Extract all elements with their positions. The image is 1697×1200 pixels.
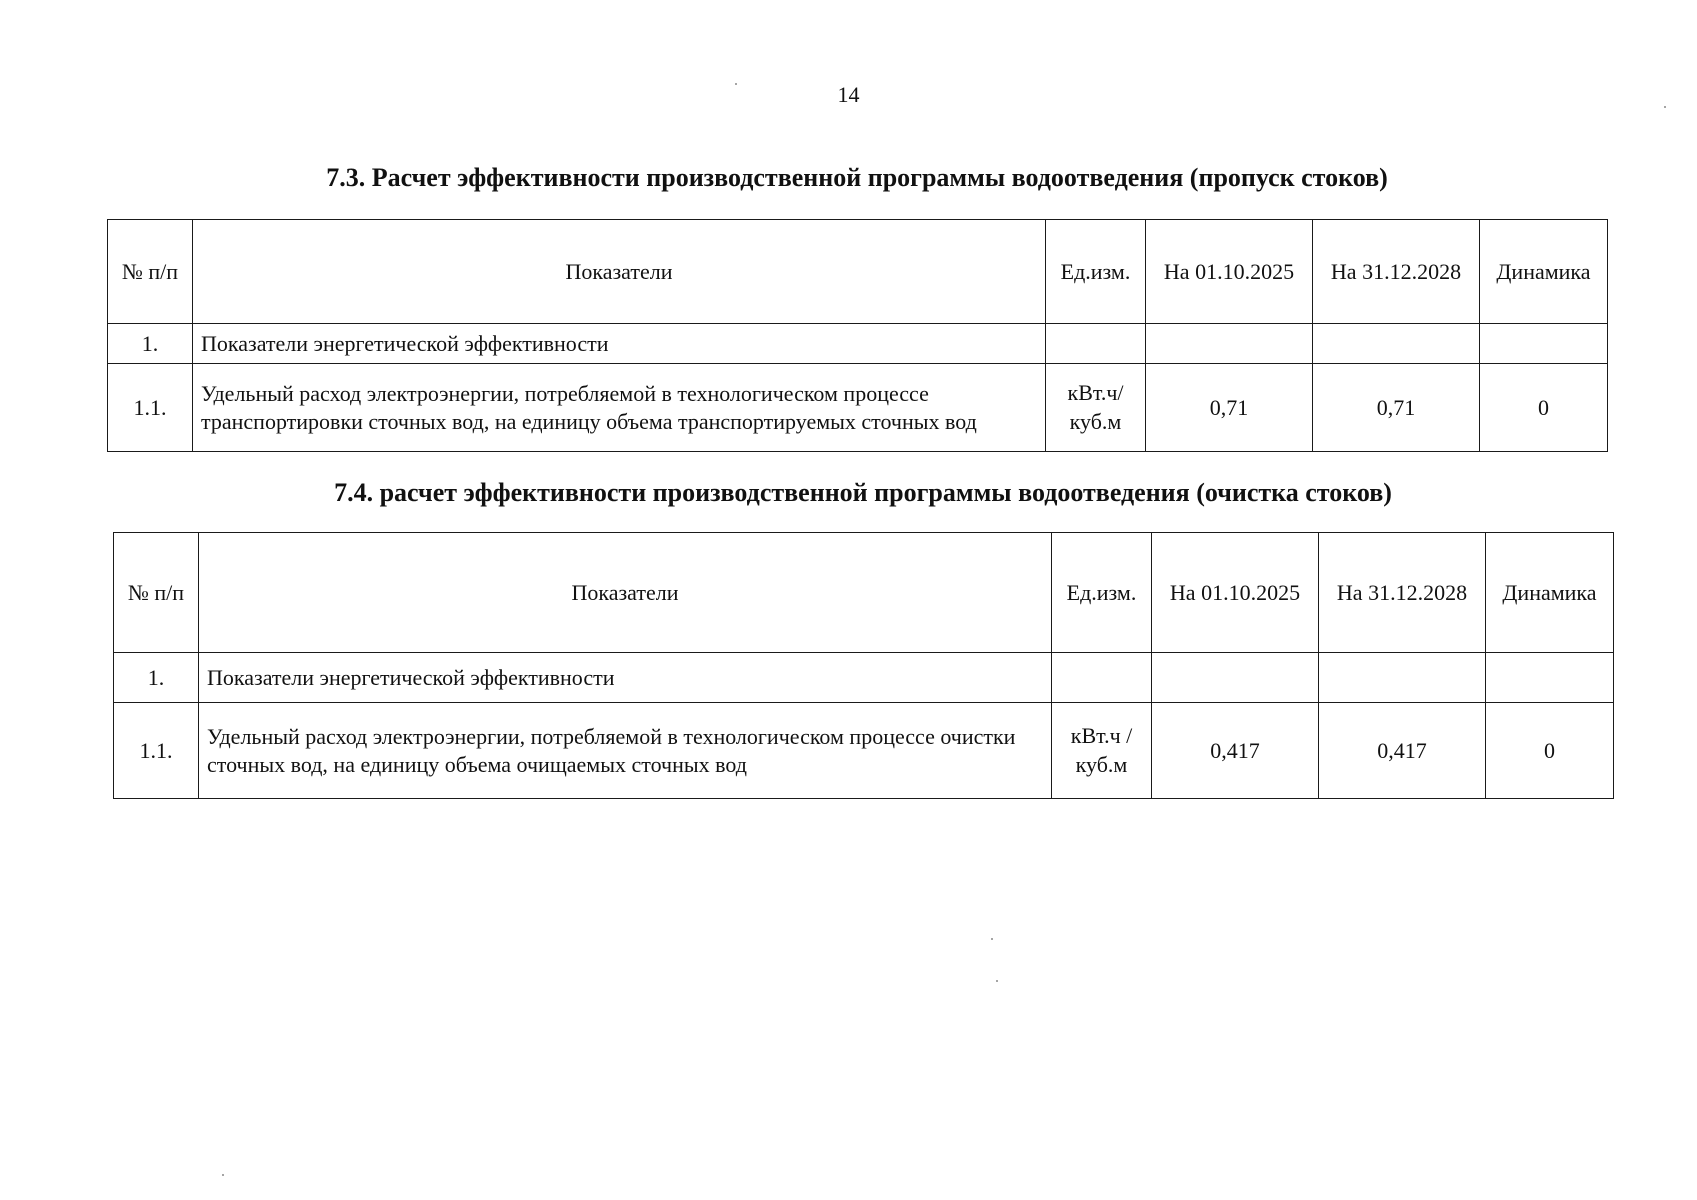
table-row bbox=[114, 703, 1614, 799]
row-value-end: 0,417 bbox=[1319, 703, 1486, 799]
table-group-row bbox=[114, 653, 1614, 703]
group-number: 1. bbox=[114, 653, 199, 703]
group-val1-cell bbox=[1146, 324, 1313, 364]
scan-speck bbox=[991, 938, 993, 940]
row-number: 1.1. bbox=[114, 703, 199, 799]
table-header-row bbox=[108, 220, 1608, 324]
table-group-row bbox=[108, 324, 1608, 364]
row-name: Удельный расход электроэнергии, потребляемой в технологическом процессе транспортировки сточных вод, на единицу объема транспортируемых сточных вод bbox=[193, 364, 1046, 452]
group-unit-cell bbox=[1046, 324, 1146, 364]
row-value-start: 0,71 bbox=[1146, 364, 1313, 452]
header-date-end: На 31.12.2028 bbox=[1313, 220, 1480, 324]
row-value-start: 0,417 bbox=[1152, 703, 1319, 799]
group-unit-cell bbox=[1052, 653, 1152, 703]
header-unit: Ед.изм. bbox=[1052, 533, 1152, 653]
scan-speck bbox=[1664, 106, 1666, 108]
indicators-table bbox=[107, 219, 1608, 452]
header-indicators: Показатели bbox=[193, 220, 1046, 324]
table-row bbox=[108, 364, 1608, 452]
row-number: 1.1. bbox=[108, 364, 193, 452]
scan-speck bbox=[222, 1174, 224, 1176]
row-value-end: 0,71 bbox=[1313, 364, 1480, 452]
group-number: 1. bbox=[108, 324, 193, 364]
row-unit: кВт.ч/ куб.м bbox=[1046, 364, 1146, 452]
group-dyn-cell bbox=[1486, 653, 1614, 703]
header-date-end: На 31.12.2028 bbox=[1319, 533, 1486, 653]
section-7-4 bbox=[113, 478, 1613, 799]
table-header-row bbox=[114, 533, 1614, 653]
header-unit: Ед.изм. bbox=[1046, 220, 1146, 324]
group-val2-cell bbox=[1319, 653, 1486, 703]
section-7-3 bbox=[107, 163, 1607, 452]
header-indicators: Показатели bbox=[199, 533, 1052, 653]
row-dynamics: 0 bbox=[1486, 703, 1614, 799]
group-val2-cell bbox=[1313, 324, 1480, 364]
header-dynamics: Динамика bbox=[1486, 533, 1614, 653]
scan-speck bbox=[996, 980, 998, 982]
header-date-start: На 01.10.2025 bbox=[1152, 533, 1319, 653]
header-date-start: На 01.10.2025 bbox=[1146, 220, 1313, 324]
section-title: 7.3. Расчет эффективности производственной программы водоотведения (пропуск стоков) bbox=[326, 163, 1388, 192]
header-dynamics: Динамика bbox=[1480, 220, 1608, 324]
header-number: № п/п bbox=[108, 220, 193, 324]
group-name: Показатели энергетической эффективности bbox=[199, 653, 1052, 703]
group-dyn-cell bbox=[1480, 324, 1608, 364]
section-title: 7.4. расчет эффективности производственной программы водоотведения (очистка стоков) bbox=[334, 478, 1392, 507]
row-unit: кВт.ч / куб.м bbox=[1052, 703, 1152, 799]
row-name: Удельный расход электроэнергии, потребляемой в технологическом процессе очистки сточных вод, на единицу объема очищаемых сточных вод bbox=[199, 703, 1052, 799]
page-number: 14 bbox=[837, 82, 860, 107]
row-dynamics: 0 bbox=[1480, 364, 1608, 452]
group-name: Показатели энергетической эффективности bbox=[193, 324, 1046, 364]
header-number: № п/п bbox=[114, 533, 199, 653]
scan-speck bbox=[735, 83, 737, 85]
indicators-table bbox=[113, 532, 1614, 799]
group-val1-cell bbox=[1152, 653, 1319, 703]
